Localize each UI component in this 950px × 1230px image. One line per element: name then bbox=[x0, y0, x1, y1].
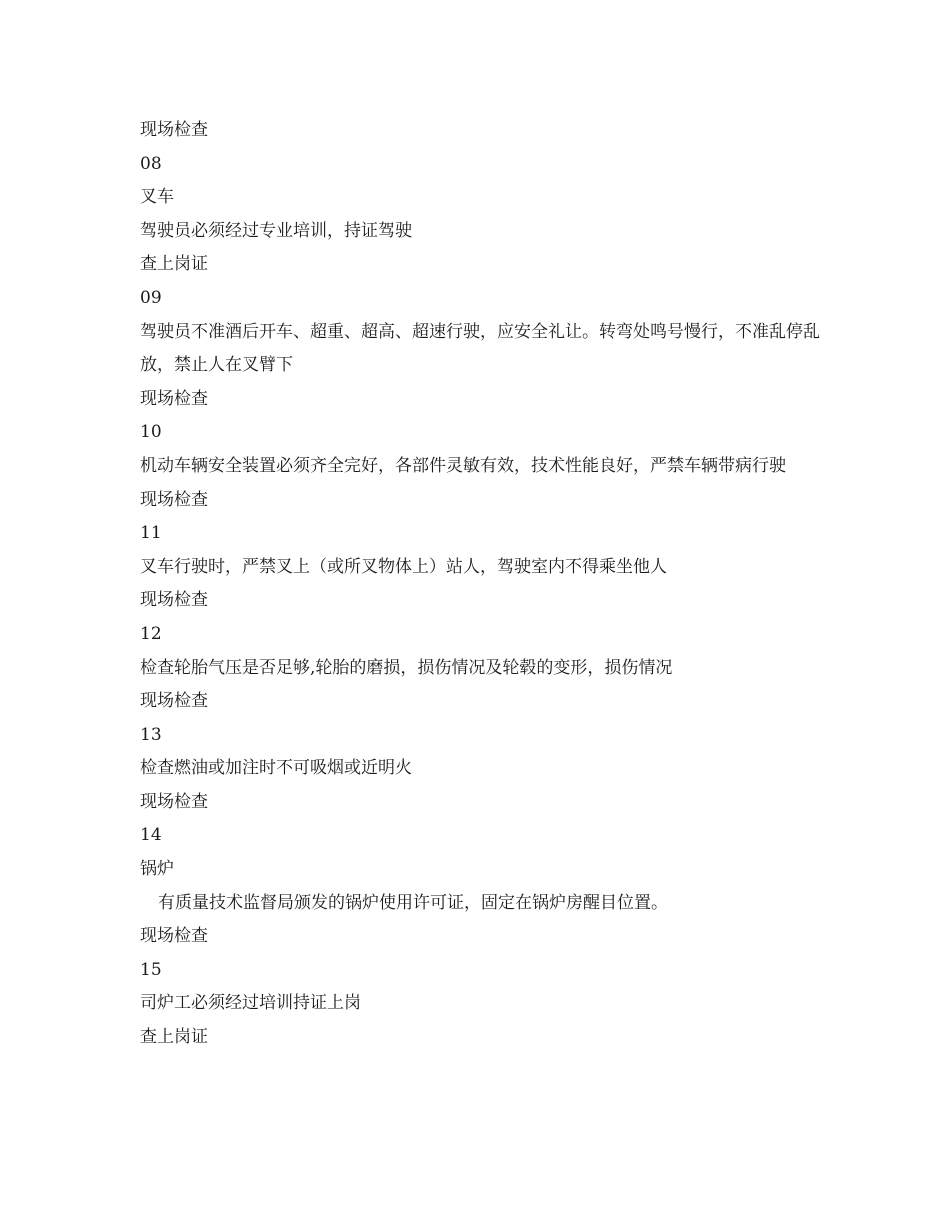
item-number: 09 bbox=[140, 287, 162, 308]
section-heading-boiler: 锅炉 bbox=[140, 859, 174, 880]
check-method: 现场检查 bbox=[140, 388, 208, 409]
check-method: 现场检查 bbox=[140, 489, 208, 510]
item-number: 08 bbox=[140, 153, 162, 174]
item-number: 13 bbox=[140, 724, 162, 745]
text-line-check: 现场检查 bbox=[140, 120, 208, 140]
check-method: 现场检查 bbox=[140, 590, 208, 611]
item-number: 12 bbox=[140, 623, 162, 644]
requirement-text: 司炉工必须经过培训持证上岗 bbox=[140, 993, 361, 1014]
requirement-text: 检查燃油或加注时不可吸烟或近明火 bbox=[140, 758, 412, 779]
check-method: 查上岗证 bbox=[140, 1027, 208, 1048]
requirement-text: 驾驶员不准酒后开车、超重、超高、超速行驶，应安全礼让。转弯处鸣号慢行，不准乱停乱放，禁止人在叉臂下 bbox=[140, 321, 820, 376]
check-method: 查上岗证 bbox=[140, 254, 208, 275]
requirement-text: 叉车行驶时，严禁叉上（或所叉物体上）站人，驾驶室内不得乘坐他人 bbox=[140, 556, 667, 577]
document-body bbox=[140, 114, 820, 1055]
requirement-text: 机动车辆安全装置必须齐全完好，各部件灵敏有效，技术性能良好，严禁车辆带病行驶 bbox=[140, 455, 786, 476]
item-number: 10 bbox=[140, 422, 162, 443]
requirement-text: 检查轮胎气压是否足够,轮胎的磨损，损伤情况及轮毂的变形，损伤情况 bbox=[140, 657, 673, 678]
check-method: 现场检查 bbox=[140, 926, 208, 947]
requirement-text: 驾驶员必须经过专业培训，持证驾驶 bbox=[140, 220, 412, 241]
item-number: 11 bbox=[140, 523, 162, 544]
requirement-text: 有质量技术监督局颁发的锅炉使用许可证，固定在锅炉房醒目位置。 bbox=[158, 892, 668, 913]
item-number: 14 bbox=[140, 825, 162, 846]
check-method: 现场检查 bbox=[140, 791, 208, 812]
section-heading-forklift: 叉车 bbox=[140, 187, 174, 208]
item-number: 15 bbox=[140, 959, 162, 980]
check-method: 现场检查 bbox=[140, 691, 208, 712]
